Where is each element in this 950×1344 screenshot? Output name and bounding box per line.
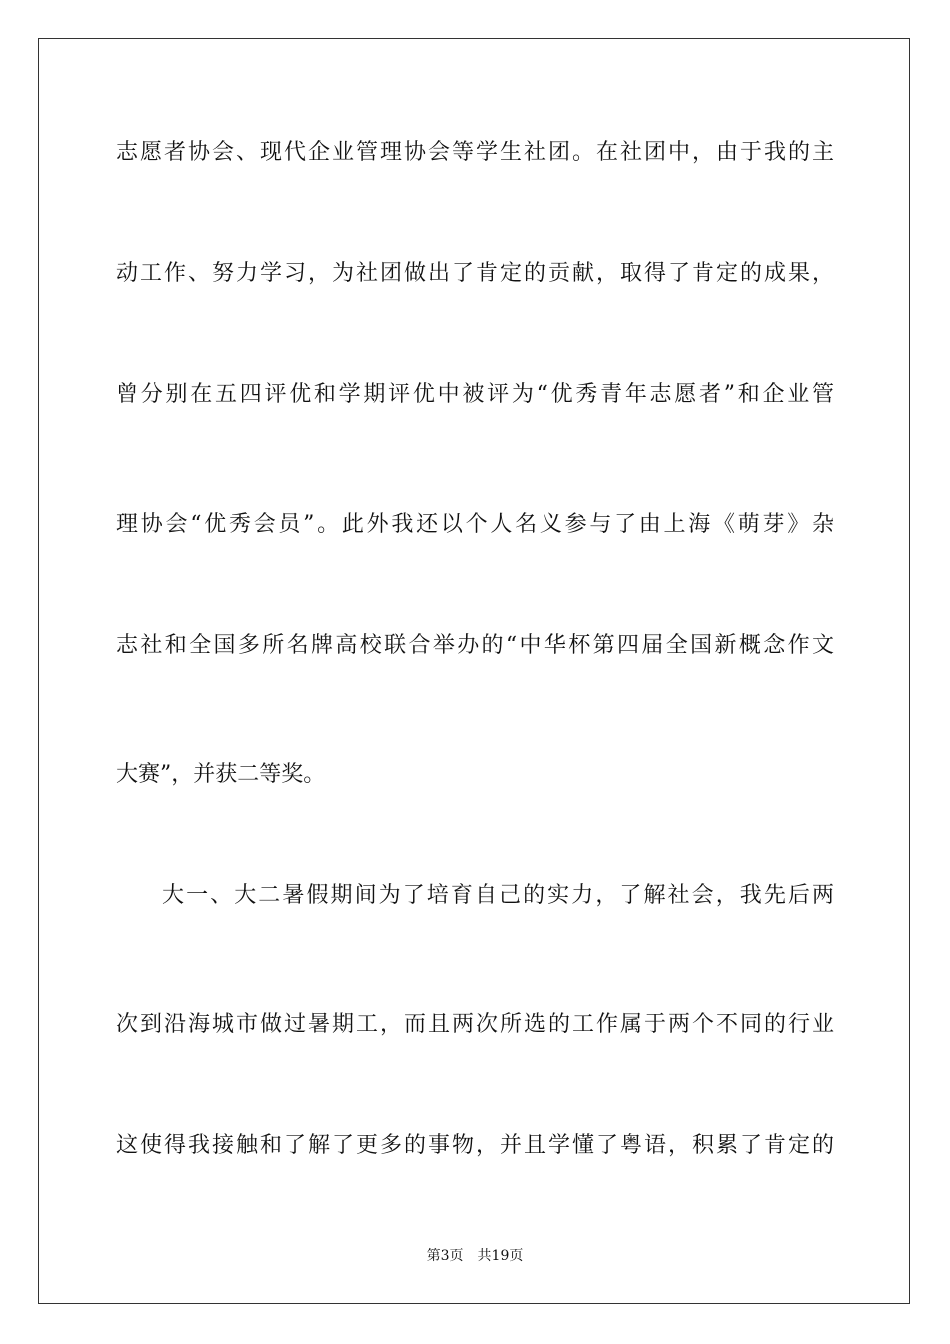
- page-total: 共19页: [477, 1248, 524, 1264]
- page-border: [38, 38, 910, 1304]
- body-line-1: 志愿者协会、现代企业管理协会等学生社团。在社团中，由于我的主: [116, 140, 834, 165]
- body-line-8: 次到沿海城市做过暑期工，而且两次所选的工作属于两个不同的行业: [116, 1012, 834, 1037]
- body-line-7: 大一、大二暑假期间为了培育自己的实力，了解社会，我先后两: [162, 883, 834, 908]
- page-footer: [0, 1246, 950, 1266]
- body-line-2: 动工作、努力学习，为社团做出了肯定的贡献，取得了肯定的成果，: [116, 261, 834, 286]
- body-line-6: 大赛”，并获二等奖。: [116, 762, 326, 787]
- body-line-4: 理协会“优秀会员”。此外我还以个人名义参与了由上海《萌芽》杂: [116, 512, 834, 537]
- body-line-5: 志社和全国多所名牌高校联合举办的“中华杯第四届全国新概念作文: [116, 633, 834, 658]
- body-line-9: 这使得我接触和了解了更多的事物，并且学懂了粤语，积累了肯定的: [116, 1133, 834, 1158]
- page-number: 第3页: [426, 1248, 464, 1264]
- body-line-3: 曾分别在五四评优和学期评优中被评为“优秀青年志愿者”和企业管: [116, 382, 834, 407]
